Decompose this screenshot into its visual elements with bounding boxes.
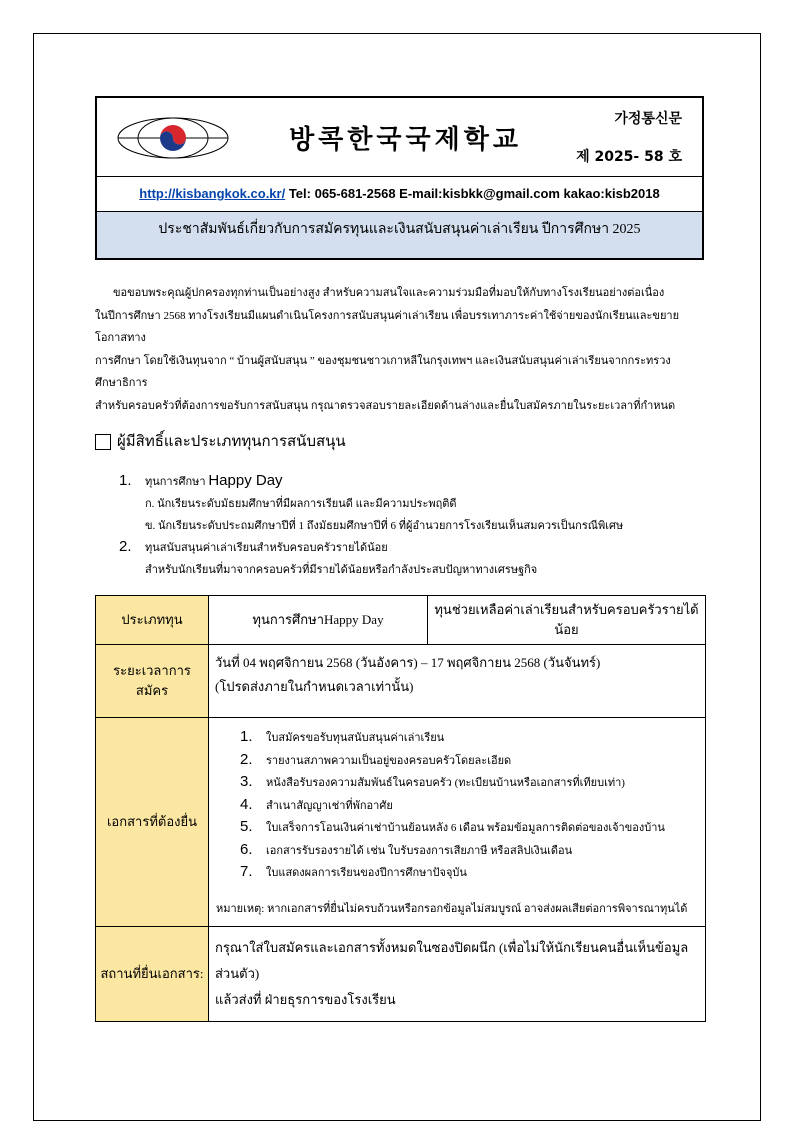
- row-label: เอกสารที่ต้องยื่น: [96, 718, 209, 927]
- item-title: ทุนการศึกษา: [145, 476, 206, 488]
- item-number: 5.: [240, 818, 253, 835]
- documents-list: [210, 719, 704, 885]
- row-label: สถานที่ยื่นเอกสาร:: [96, 926, 209, 1021]
- item-title: ทุนสนับสนุนค่าเล่าเรียนสำหรับครอบครัวรายได้น้อย: [145, 542, 388, 554]
- letterhead: [95, 96, 704, 260]
- document-text: สำเนาสัญญาเช่าที่พักอาศัย: [266, 799, 393, 812]
- table-cell: [209, 645, 706, 718]
- item-number: 3.: [240, 773, 253, 790]
- period-note: (โปรดส่งภายในกำหนดเวลาเท่านั้น): [215, 679, 414, 694]
- item-number: 6.: [240, 840, 253, 858]
- document-item: [240, 750, 704, 773]
- table-cell: ทุนการศึกษาHappy Day: [209, 596, 428, 645]
- place-text: แล้วส่งที่ ฝ่ายธุรการของโรงเรียน: [215, 991, 396, 1007]
- document-item: [240, 817, 704, 840]
- scholarship-table: [95, 595, 706, 1022]
- letterhead-top: [97, 98, 702, 177]
- checkbox-icon: [95, 434, 111, 450]
- section-title: ผู้มีสิทธิ์และประเภททุนการสนับสนุน: [117, 434, 346, 450]
- intro-paragraph: [95, 282, 707, 417]
- list-subitem: สำหรับนักเรียนที่มาจากครอบครัวที่มีรายได้น้อยหรือกำลังประสบปัญหาทางเศรษฐกิจ: [145, 564, 538, 576]
- table-cell: [209, 926, 706, 1021]
- place-text: กรุณาใส่ใบสมัครและเอกสารทั้งหมดในซองปิดผนึก (เพื่อไม่ให้นักเรียนคนอื่นเห็นข้อมูลส่วนตัว): [215, 939, 689, 981]
- item-number: 4.: [240, 795, 253, 813]
- document-text: ใบแสดงผลการเรียนของปีการศึกษาปัจจุบัน: [266, 867, 467, 879]
- list-subitem: ข. นักเรียนระดับประถมศึกษาปีที่ 1 ถึงมัธยมศึกษาปีที่ 6 ที่ผู้อำนวยการโรงเรียนเห็นสมควรเป็นกรณีพิเศษ: [145, 520, 624, 532]
- intro-line: สำหรับครอบครัวที่ต้องการขอรับการสนับสนุน กรุณาตรวจสอบรายละเอียดด้านล่างและยื่นใบสมัครภายในระยะเวลาที่กำหนด: [95, 399, 676, 412]
- document-text: ใบเสร็จการโอนเงินค่าเช่าบ้านย้อนหลัง 6 เดือน พร้อมข้อมูลการติดต่อของเจ้าของบ้าน: [266, 822, 665, 834]
- table-cell: [209, 718, 706, 927]
- table-row: [96, 596, 706, 645]
- period-text: วันที่ 04 พฤศจิกายน 2568 (วันอังคาร) – 17 พฤศจิกายน 2568 (วันจันทร์): [215, 655, 601, 670]
- item-number: 7.: [240, 863, 253, 880]
- document-item: [240, 840, 704, 863]
- document-text: หนังสือรับรองความสัมพันธ์ในครอบครัว (ทะเบียนบ้านหรือเอกสารที่เทียบเท่า): [266, 777, 625, 789]
- row-label: ประเภททุน: [96, 596, 209, 645]
- table-row: [96, 645, 706, 718]
- item-number: 1.: [240, 728, 253, 745]
- issue-number: 제 2025- 58 호: [576, 149, 682, 165]
- website-link[interactable]: http://kisbangkok.co.kr/: [139, 186, 286, 201]
- document-item: [240, 795, 704, 818]
- newsletter-label: 가정통신문: [614, 111, 682, 127]
- page-content: [95, 0, 707, 1062]
- newsletter-info: [570, 100, 702, 174]
- list-item: [119, 471, 707, 493]
- row-label: ระยะเวลาการสมัคร: [96, 645, 209, 718]
- list-subitem: ก. นักเรียนระดับมัธยมศึกษาที่มีผลการเรียนดี และมีความประพฤติดี: [145, 498, 457, 510]
- contact-line: [97, 177, 702, 212]
- document-item: [240, 772, 704, 795]
- document-item: [240, 862, 704, 885]
- intro-line: ในปีการศึกษา 2568 ทางโรงเรียนมีแผนดำเนินโครงการสนับสนุนค่าเล่าเรียน เพื่อบรรเทาภาระค่าใช้จ่ายของนักเรียนและขยายโอกาสทาง: [95, 309, 680, 344]
- document-text: รายงานสภาพความเป็นอยู่ของครอบครัวโดยละเอียด: [266, 754, 512, 767]
- item-number: 1.: [119, 472, 132, 489]
- scholarship-list: [119, 471, 707, 581]
- list-item: [119, 537, 707, 559]
- document-title: ประชาสัมพันธ์เกี่ยวกับการสมัครทุนและเงินสนับสนุนค่าเล่าเรียน ปีการศึกษา 2025: [97, 212, 702, 258]
- school-name: 방콕한국국제학교: [289, 124, 522, 155]
- item-title-en: Happy Day: [208, 472, 283, 489]
- table-row: [96, 926, 706, 1021]
- intro-line: การศึกษา โดยใช้เงินทุนจาก “ บ้านผู้สนับสนุน ” ของชุมชนชาวเกาหลีในกรุงเทพฯ และเงินสนับสนุนค่าเล่าเรียนจากกระทรวงศึกษาธิการ: [95, 354, 671, 389]
- school-logo-icon: [113, 106, 233, 168]
- document-text: ใบสมัครขอรับทุนสนับสนุนค่าเล่าเรียน: [266, 732, 445, 744]
- documents-note: หมายเหตุ: หากเอกสารที่ยื่นไม่ครบถ้วนหรือกรอกข้อมูลไม่สมบูรณ์ อาจส่งผลเสียต่อการพิจารณาทุนได้: [216, 902, 688, 915]
- document-text: เอกสารรับรองรายได้ เช่น ใบรับรองการเสียภาษี หรือสลิปเงินเดือน: [266, 844, 573, 857]
- document-item: [240, 727, 704, 750]
- section-heading: [95, 431, 707, 453]
- table-cell: ทุนช่วยเหลือค่าเล่าเรียนสำหรับครอบครัวรายได้น้อย: [428, 596, 706, 645]
- contact-info: Tel: 065-681-2568 E-mail:kisbkk@gmail.com kakao:kisb2018: [285, 186, 660, 201]
- item-number: 2.: [240, 750, 253, 768]
- intro-line: ขอขอบพระคุณผู้ปกครองทุกท่านเป็นอย่างสูง สำหรับความสนใจและความร่วมมือที่มอบให้กับทางโรงเรียนอย่างต่อเนื่อง: [113, 287, 665, 299]
- table-row: [96, 718, 706, 927]
- item-number: 2.: [119, 538, 132, 555]
